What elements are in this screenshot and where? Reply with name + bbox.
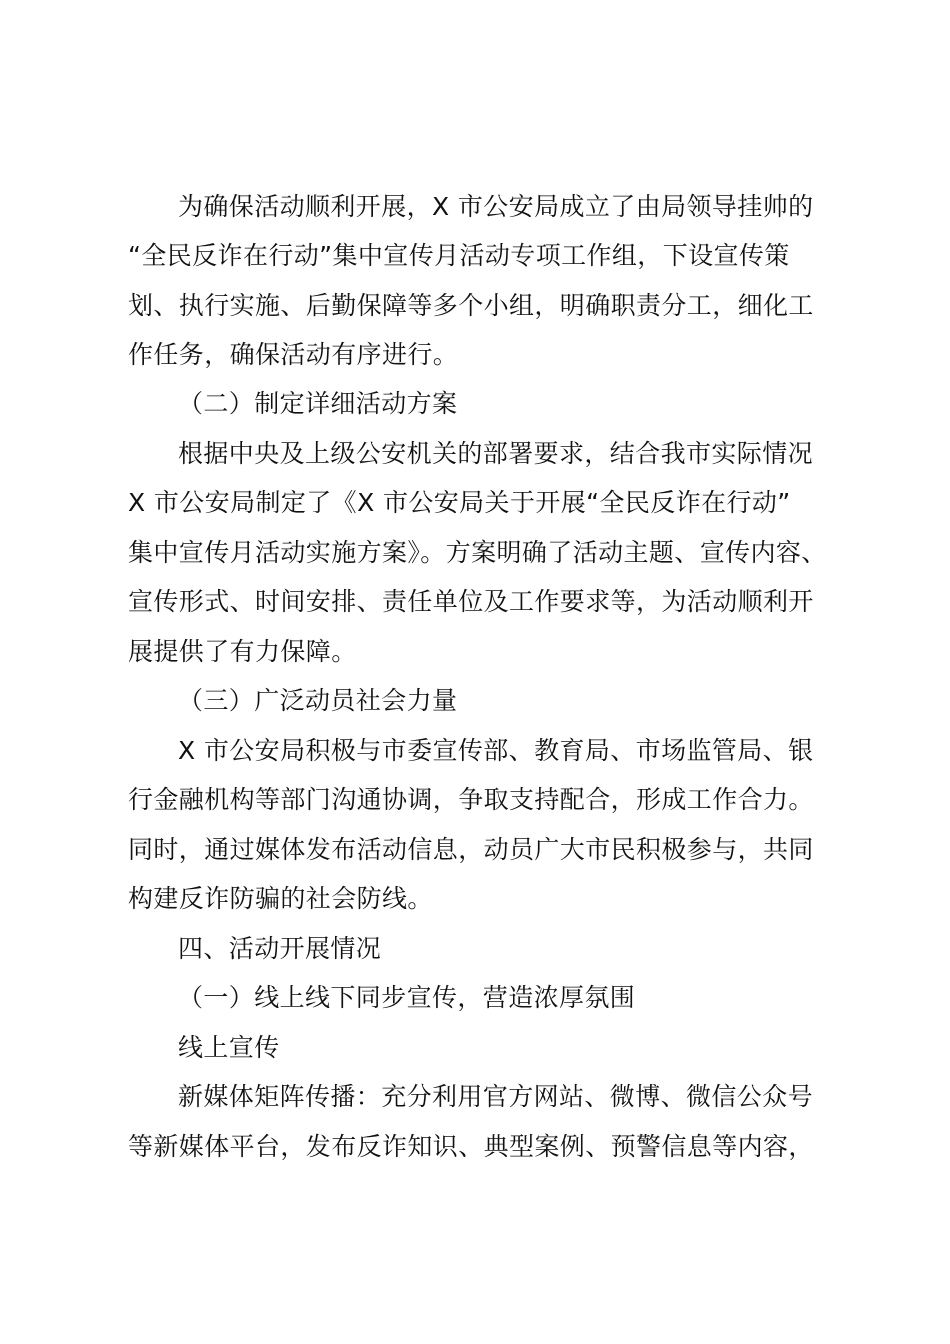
paragraph-2-line-1: 根据中央及上级公安机关的部署要求，结合我市实际情况: [178, 439, 814, 468]
paragraph-4-line-1: 新媒体矩阵传播：充分利用官方网站、微博、微信公众号: [178, 1082, 814, 1111]
paragraph-3-line-3: 同时，通过媒体发布活动信息，动员广大市民积极参与，共同: [128, 835, 814, 864]
paragraph-1-line-2: “全民反诈在行动”集中宣传月活动专项工作组，下设宣传策: [128, 241, 790, 270]
paragraph-1-line-1: 为确保活动顺利开展，X 市公安局成立了由局领导挂帅的: [178, 192, 814, 221]
paragraph-1-line-4: 作任务，确保活动有序进行。: [128, 340, 459, 369]
paragraph-3-line-1: X 市公安局积极与市委宣传部、教育局、市场监管局、银: [178, 736, 814, 765]
section-heading-2: （二）制定详细活动方案: [178, 389, 458, 418]
subheading-online-promotion: 线上宣传: [178, 1033, 280, 1062]
paragraph-2-line-4: 宣传形式、时间安排、责任单位及工作要求等，为活动顺利开: [128, 587, 814, 616]
paragraph-2-line-3: 集中宣传月活动实施方案》。方案明确了活动主题、宣传内容、: [128, 538, 827, 567]
chapter-heading-4: 四、活动开展情况: [178, 934, 382, 963]
section-heading-4-1: （一）线上线下同步宣传，营造浓厚氛围: [178, 983, 636, 1012]
paragraph-4-line-2: 等新媒体平台，发布反诈知识、典型案例、预警信息等内容，: [128, 1132, 814, 1161]
paragraph-1-line-3: 划、执行实施、后勤保障等多个小组，明确职责分工，细化工: [128, 291, 814, 320]
paragraph-3-line-4: 构建反诈防骗的社会防线。: [128, 884, 433, 913]
paragraph-2-line-2: X 市公安局制定了《X 市公安局关于开展“全民反诈在行动”: [128, 488, 791, 517]
section-heading-3: （三）广泛动员社会力量: [178, 686, 458, 715]
paragraph-3-line-2: 行金融机构等部门沟通协调，争取支持配合，形成工作合力。: [128, 785, 814, 814]
paragraph-2-line-5: 展提供了有力保障。: [128, 637, 357, 666]
